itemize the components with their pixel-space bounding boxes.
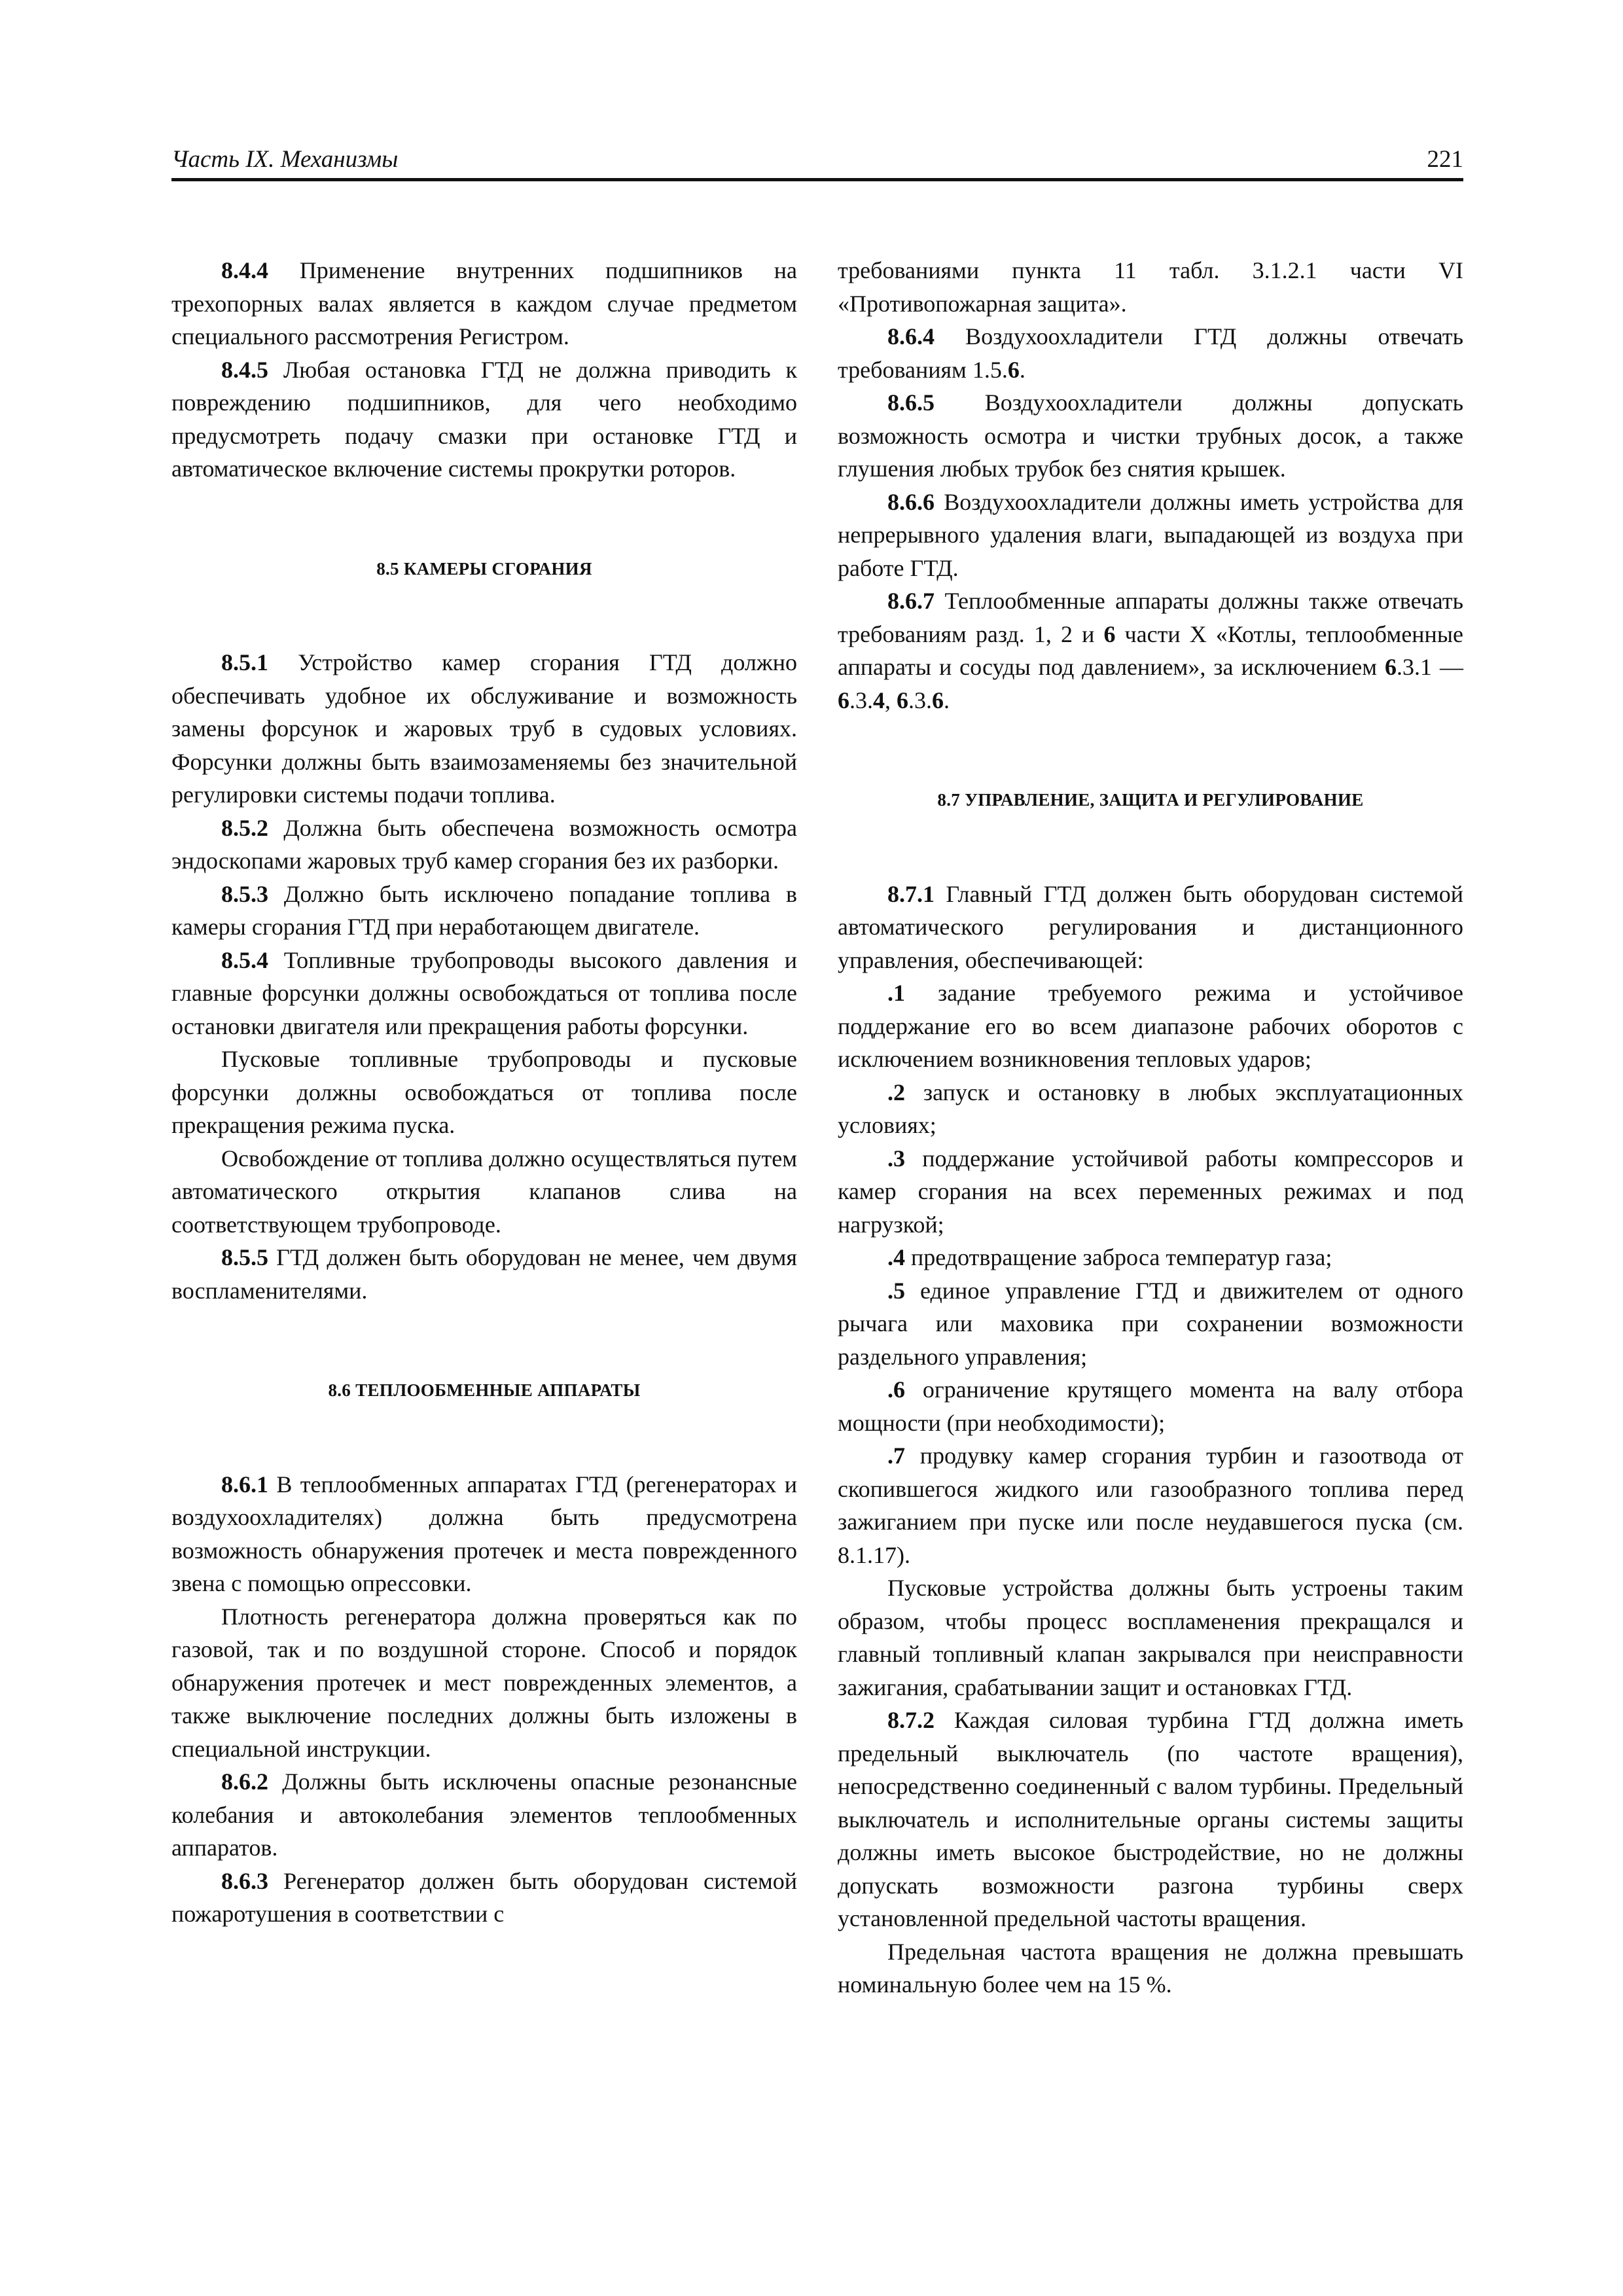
list-item-6: .6 ограничение крутящего момента на валу отбора мощности (при необходимости); <box>838 1376 1463 1436</box>
para-8-6-5: 8.6.5 Воздухоохладители должны допускать возможность осмотра и чистки трубных досок, а также глушения любых трубок без снятия крышек. <box>838 389 1463 482</box>
list-item-3: .3 поддержание устойчивой работы компрессоров и камер сгорания на всех переменных режимах и под нагрузкой; <box>838 1145 1463 1238</box>
header-rule <box>171 178 1463 181</box>
para-8-5-2: 8.5.2 Должна быть обеспечена возможность осмотра эндоскопами жаровых труб камер сгорания без их разборки. <box>171 814 797 874</box>
list-item-2: .2 запуск и остановку в любых эксплуатационных условиях; <box>838 1079 1463 1138</box>
para-8-5-4-b: Пусковые топливные трубопроводы и пусковые форсунки должны освобождаться от топлива после прекращения режима пуска. <box>171 1046 797 1138</box>
item-number: .1 <box>887 980 905 1006</box>
list-item-5: .5 единое управление ГТД и движителем от одного рычага или маховика при сохранении возможности раздельного управления; <box>838 1277 1463 1370</box>
clause-number: 8.5.5 <box>221 1244 268 1270</box>
para-8-6-3-cont: требованиями пункта 11 табл. 3.1.2.1 части VI «Противопожарная защита». <box>838 257 1463 317</box>
para-8-7-1: 8.7.1 Главный ГТД должен быть оборудован системой автоматического регулирования и дистанционного управления, обеспечивающей: <box>838 880 1463 973</box>
para-8-4-5: 8.4.5 Любая остановка ГТД не должна приводить к повреждению подшипников, для чего необходимо предусмотреть подачу смазки при остановке ГТД и автоматическое включение системы прокрутки роторов. <box>171 356 797 482</box>
para-8-7-2: 8.7.2 Каждая силовая турбина ГТД должна иметь предельный выключатель (по частоте вращения), непосредственно соединенный с валом турбины. Предельный выключатель и исполнительные органы системы защиты должны иметь высокое быстродействие, но не должны допускать возможности разгона турбины сверх установленной предельной частоты вращения. <box>838 1707 1463 1931</box>
page-header <box>171 145 1463 179</box>
clause-number: 8.6.4 <box>887 323 935 350</box>
clause-number: 8.6.2 <box>221 1768 268 1795</box>
para-8-7-2-b: Предельная частота вращения не должна превышать номинальную более чем на 15 %. <box>838 1938 1463 1998</box>
item-number: .4 <box>887 1244 905 1270</box>
para-8-6-7: 8.6.7 Теплообменные аппараты должны также отвечать требованиям разд. 1, 2 и 6 части X «Котлы, теплообменные аппараты и сосуды под давлением», за исключением 6.3.1 — 6.3.4, 6.3.6. <box>838 588 1463 713</box>
clause-number: 8.6.7 <box>887 588 935 614</box>
clause-number: 8.5.1 <box>221 649 268 675</box>
para-8-6-1-b: Плотность регенератора должна проверяться как по газовой, так и по воздушной стороне. Способ и порядок обнаружения протечек и мест поврежденных элементов, а также выключение последних должны быть изложены в специальной инструкции. <box>171 1603 797 1762</box>
right-column <box>838 254 1463 2001</box>
page-number: 221 <box>1427 146 1463 173</box>
para-8-6-3: 8.6.3 Регенератор должен быть оборудован системой пожаротушения в соответствии с <box>171 1867 797 1927</box>
para-8-6-6: 8.6.6 Воздухоохладители должны иметь устройства для непрерывного удаления влаги, выпадающей из воздуха при работе ГТД. <box>838 488 1463 581</box>
item-number: .7 <box>887 1443 905 1469</box>
clause-number: 8.6.6 <box>887 488 935 515</box>
item-number: .5 <box>887 1277 905 1304</box>
para-8-5-3: 8.5.3 Должно быть исключено попадание топлива в камеры сгорания ГТД при неработающем двигателе. <box>171 880 797 940</box>
clause-number: 8.4.5 <box>221 356 268 383</box>
para-8-5-1: 8.5.1 Устройство камер сгорания ГТД должно обеспечивать удобное их обслуживание и возможность замены форсунок и жаровых труб в судовых условиях. Форсунки должны быть взаимозаменяемы без значительной регулировки системы подачи топлива. <box>171 649 797 808</box>
list-item-1: .1 задание требуемого режима и устойчивое поддержание его во всем диапазоне рабочих оборотов с исключением возникновения тепловых ударов; <box>838 980 1463 1072</box>
clause-number: 8.6.3 <box>221 1867 268 1894</box>
clause-number: 8.5.4 <box>221 946 268 973</box>
para-8-5-4: 8.5.4 Топливные трубопроводы высокого давления и главные форсунки должны освобождаться от топлива после остановки двигателя или прекращения работы форсунки. <box>171 946 797 1039</box>
clause-number: 8.4.4 <box>221 257 268 283</box>
para-8-4-4: 8.4.4 Применение внутренних подшипников на трехопорных валах является в каждом случае предметом специального рассмотрения Регистром. <box>171 257 797 350</box>
para-8-5-5: 8.5.5 ГТД должен быть оборудован не менее, чем двумя воспламенителями. <box>171 1244 797 1304</box>
section-heading-8-7: 8.7 УПРАВЛЕНИЕ, ЗАЩИТА И РЕГУЛИРОВАНИЕ <box>937 790 1364 810</box>
clause-number: 8.5.3 <box>221 880 268 907</box>
clause-number: 8.6.5 <box>887 389 935 416</box>
para-8-6-2: 8.6.2 Должны быть исключены опасные резонансные колебания и автоколебания элементов теплообменных аппаратов. <box>171 1768 797 1861</box>
clause-number: 8.7.1 <box>887 880 935 907</box>
item-number: .2 <box>887 1079 905 1105</box>
section-heading-8-6: 8.6 ТЕПЛООБМЕННЫЕ АППАРАТЫ <box>328 1380 641 1400</box>
list-item-7: .7 продувку камер сгорания турбин и газоотвода от скопившегося жидкого или газообразного топлива перед зажиганием при пуске или после неудавшегося пуска (см. 8.1.17). <box>838 1443 1463 1568</box>
item-number: .3 <box>887 1145 905 1172</box>
clause-number: 8.7.2 <box>887 1707 935 1733</box>
para-8-6-4: 8.6.4 Воздухоохладители ГТД должны отвечать требованиям 1.5.6. <box>838 323 1463 383</box>
section-heading-8-5: 8.5 КАМЕРЫ СГОРАНИЯ <box>376 558 592 579</box>
para-8-5-4-c: Освобождение от топлива должно осуществляться путем автоматического открытия клапанов слива на соответствующем трубопроводе. <box>171 1145 797 1238</box>
item-number: .6 <box>887 1376 905 1403</box>
clause-number: 8.6.1 <box>221 1471 268 1498</box>
list-item-4: .4 предотвращение заброса температур газа; <box>887 1244 1332 1270</box>
para-8-7-1-b: Пусковые устройства должны быть устроены таким образом, чтобы процесс воспламенения прекращался и главный топливный клапан закрывался при неисправности зажигания, срабатывании защит и остановках ГТД. <box>838 1575 1463 1700</box>
running-title: Часть IX. Механизмы <box>171 146 399 173</box>
clause-number: 8.5.2 <box>221 814 268 841</box>
left-column <box>171 254 797 1931</box>
para-8-6-1: 8.6.1 В теплообменных аппаратах ГТД (регенераторах и воздухоохладителях) должна быть предусмотрена возможность обнаружения протечек и места поврежденного звена с помощью опрессовки. <box>171 1471 797 1596</box>
